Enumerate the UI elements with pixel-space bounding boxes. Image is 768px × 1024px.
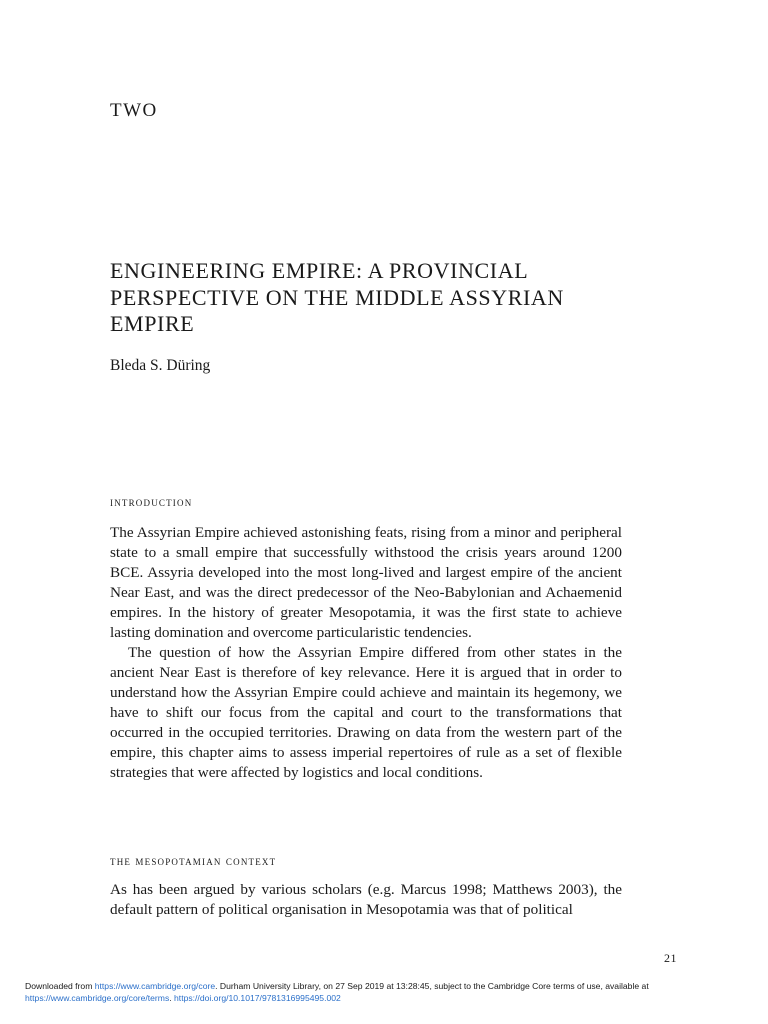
terms-link[interactable]: https://www.cambridge.org/core/terms (25, 993, 170, 1003)
paragraph: The Assyrian Empire achieved astonishing feats, rising from a minor and peripheral state to a small empire that successfully withstood the crisis years around 1200 BCE. Assyria developed into the most long-lived and largest empire of the ancient Near East, and was the direct predecessor of the Neo-Babylonian and Achaemenid empires. In the history of greater Mesopotamia, it was the first state to achieve lasting domination and overcome particularistic tendencies. (110, 524, 622, 641)
chapter-number: TWO (110, 100, 158, 121)
paragraph: As has been argued by various scholars (e.g. Marcus 1998; Matthews 2003), the default pattern of political organisation in Mesopotamia was that of political (110, 881, 622, 918)
section-heading-mesopotamian-context: the mesopotamian context (110, 854, 277, 868)
page-number: 21 (664, 951, 677, 965)
section-heading-introduction: introduction (110, 495, 193, 509)
mesopotamian-context-body (110, 880, 622, 920)
doi-link[interactable]: https://doi.org/10.1017/9781316995495.002 (174, 993, 341, 1003)
footer-prefix: Downloaded from (25, 981, 95, 991)
introduction-body (110, 523, 622, 783)
cambridge-core-link[interactable]: https://www.cambridge.org/core (94, 981, 216, 991)
chapter-title: ENGINEERING EMPIRE: A PROVINCIAL PERSPECTIVE ON THE MIDDLE ASSYRIAN EMPIRE (110, 258, 564, 336)
footer-separator: . (169, 993, 175, 1003)
author-name: Bleda S. Düring (110, 357, 211, 374)
footer-middle: . Durham University Library, on 27 Sep 2019 at 13:28:45, subject to the Cambridge Core terms of use, available at (215, 981, 649, 991)
paragraph: The question of how the Assyrian Empire differed from other states in the ancient Near East is therefore of key relevance. Here it is argued that in order to understand how the Assyrian Empire could achieve and maintain its hegemony, we have to shift our focus from the capital and court to the transformations that occurred in the occupied territories. Drawing on data from the western part of the empire, this chapter aims to assess imperial repertoires of rule as a set of flexible strategies that were affected by logistics and local conditions. (110, 644, 622, 781)
download-footer (25, 980, 743, 1004)
